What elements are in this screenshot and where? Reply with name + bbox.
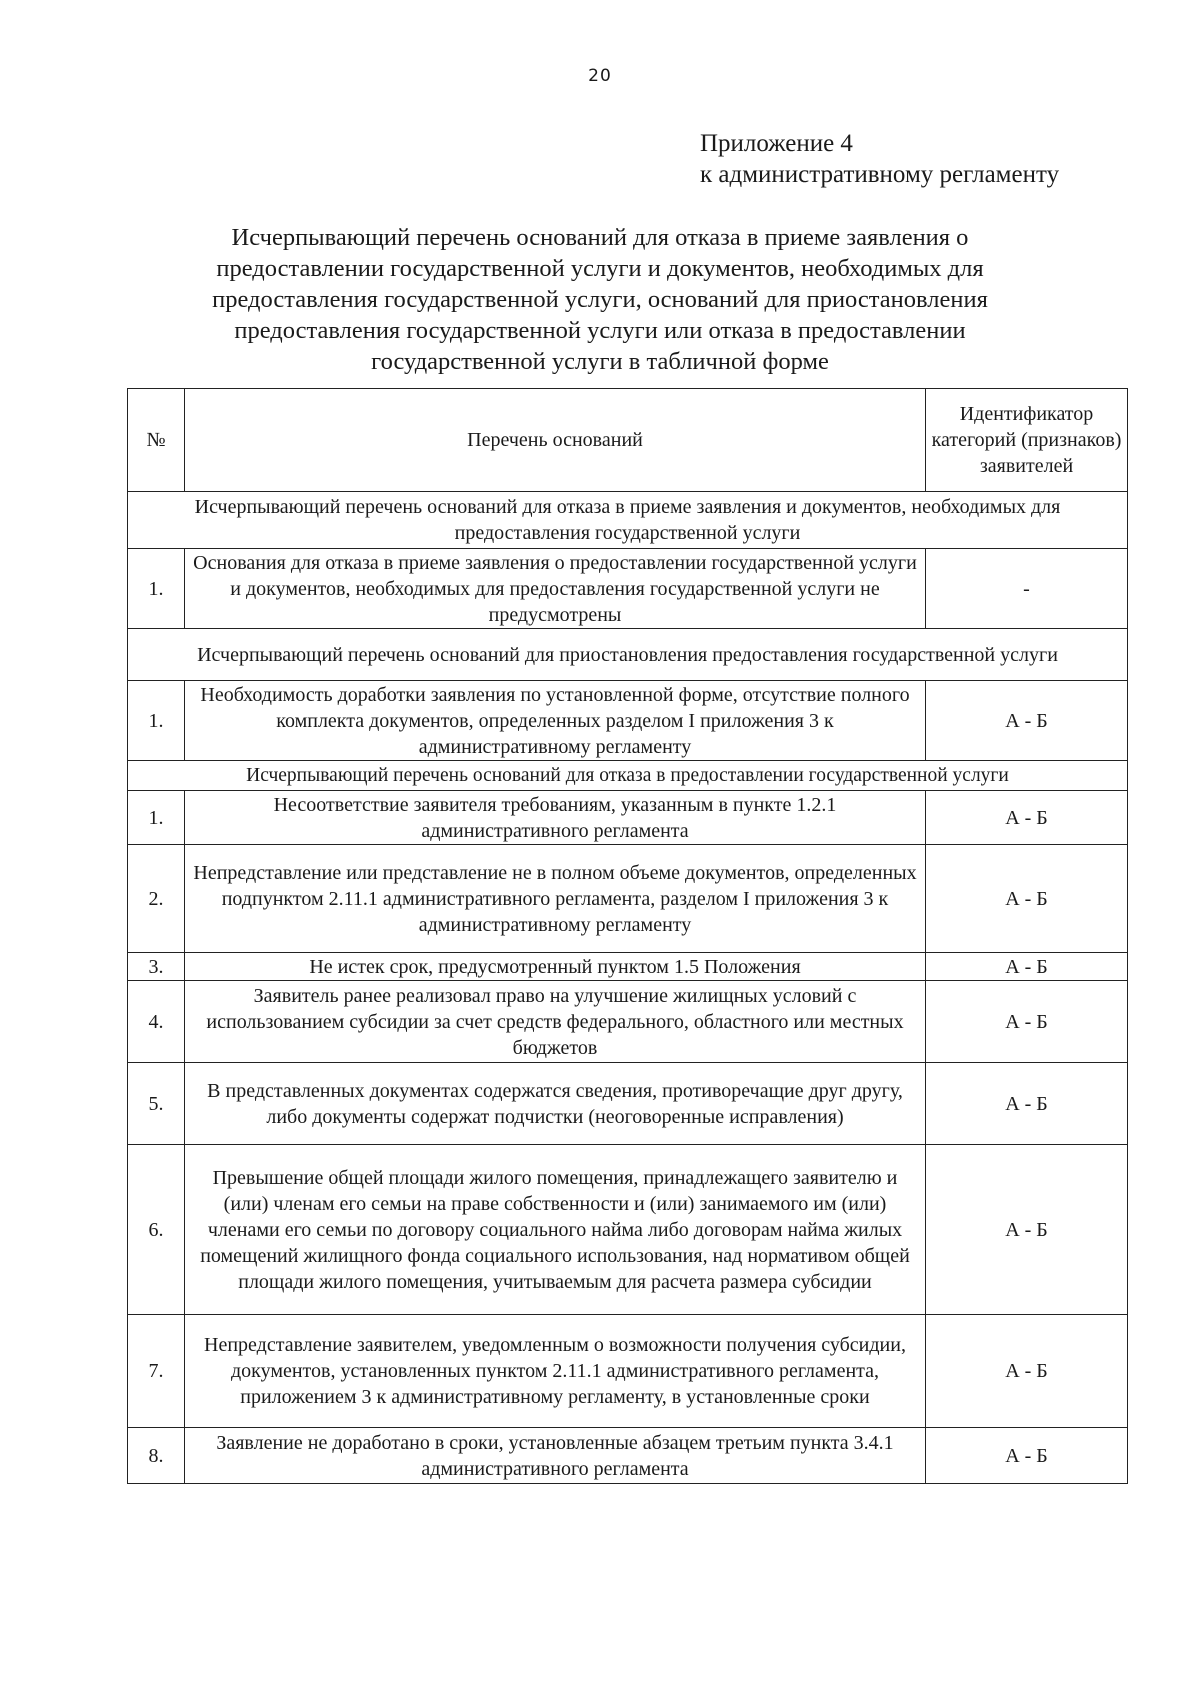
document-title: Исчерпывающий перечень оснований для отказа в приеме заявления о предоставлении государственной услуги и документов, необходимых для предоставления государственной услуги, оснований для приостановления предоставления государственной услуги или отказа в предоставлении государственной услуги в табличной форме [212,224,988,375]
table-header-row [128,389,1128,492]
table-row [128,549,1128,629]
table-row [128,1315,1128,1428]
section-heading-row [128,492,1128,549]
section-heading-row [128,761,1128,791]
row-identifier: А - Б [926,845,1128,953]
table-row [128,1145,1128,1315]
table-row [128,681,1128,761]
section-heading-row [128,629,1128,681]
row-identifier: А - Б [926,981,1128,1063]
row-ground-text: В представленных документах содержатся сведения, противоречащие друг другу, либо документы содержат подчистки (неоговоренные исправления) [185,1063,926,1145]
row-ground-text: Несоответствие заявителя требованиям, указанным в пункте 1.2.1 административного регламента [185,791,926,845]
row-number: 3. [128,953,185,981]
section-heading: Исчерпывающий перечень оснований для отказа в предоставлении государственной услуги [128,761,1128,791]
section-heading: Исчерпывающий перечень оснований для отказа в приеме заявления и документов, необходимых для предоставления государственной услуги [128,492,1128,549]
row-number: 1. [128,681,185,761]
row-number: 1. [128,791,185,845]
row-identifier: А - Б [926,1145,1128,1315]
row-number: 8. [128,1428,185,1484]
row-number: 4. [128,981,185,1063]
row-identifier: А - Б [926,1315,1128,1428]
row-ground-text: Не истек срок, предусмотренный пунктом 1.5 Положения [185,953,926,981]
grounds-table [127,388,1128,1484]
appendix-line-2: к административному регламенту [700,161,1060,188]
row-identifier: А - Б [926,1428,1128,1484]
row-identifier: А - Б [926,953,1128,981]
appendix-line-1: Приложение 4 [700,130,853,157]
row-identifier: А - Б [926,791,1128,845]
row-number: 7. [128,1315,185,1428]
row-identifier: - [926,549,1128,629]
row-identifier: А - Б [926,1063,1128,1145]
page-number: 20 [588,66,612,86]
row-ground-text: Заявление не доработано в сроки, установленные абзацем третьим пункта 3.4.1 административного регламента [185,1428,926,1484]
table-row [128,1063,1128,1145]
header-identifier: Идентификатор категорий (признаков) заявителей [926,389,1128,492]
row-number: 6. [128,1145,185,1315]
row-ground-text: Заявитель ранее реализовал право на улучшение жилищных условий с использованием субсидии за счет средств федерального, областного или местных бюджетов [185,981,926,1063]
row-ground-text: Непредставление заявителем, уведомленным о возможности получения субсидии, документов, установленных пунктом 2.11.1 административного регламента, приложением 3 к административному регламенту, в установленные сроки [185,1315,926,1428]
row-ground-text: Необходимость доработки заявления по установленной форме, отсутствие полного комплекта документов, определенных разделом I приложения 3 к административному регламенту [185,681,926,761]
row-number: 2. [128,845,185,953]
table-row [128,845,1128,953]
row-identifier: А - Б [926,681,1128,761]
table-row [128,791,1128,845]
table-row [128,1428,1128,1484]
section-heading: Исчерпывающий перечень оснований для приостановления предоставления государственной услуги [128,629,1128,681]
table-row [128,953,1128,981]
header-grounds: Перечень оснований [185,389,926,492]
row-ground-text: Основания для отказа в приеме заявления о предоставлении государственной услуги и документов, необходимых для предоставления государственной услуги не предусмотрены [185,549,926,629]
row-number: 1. [128,549,185,629]
table-row [128,981,1128,1063]
appendix-reference [700,128,1059,190]
row-ground-text: Превышение общей площади жилого помещения, принадлежащего заявителю и (или) членам его семьи на праве собственности и (или) занимаемого им (или) членами его семьи по договору социального найма либо договорам найма жилых помещений жилищного фонда социального использования, над нормативом общей площади жилого помещения, учитываемым для расчета размера субсидии [185,1145,926,1315]
row-ground-text: Непредставление или представление не в полном объеме документов, определенных подпунктом 2.11.1 административного регламента, разделом I приложения 3 к административному регламенту [185,845,926,953]
row-number: 5. [128,1063,185,1145]
header-number: № [128,389,185,492]
